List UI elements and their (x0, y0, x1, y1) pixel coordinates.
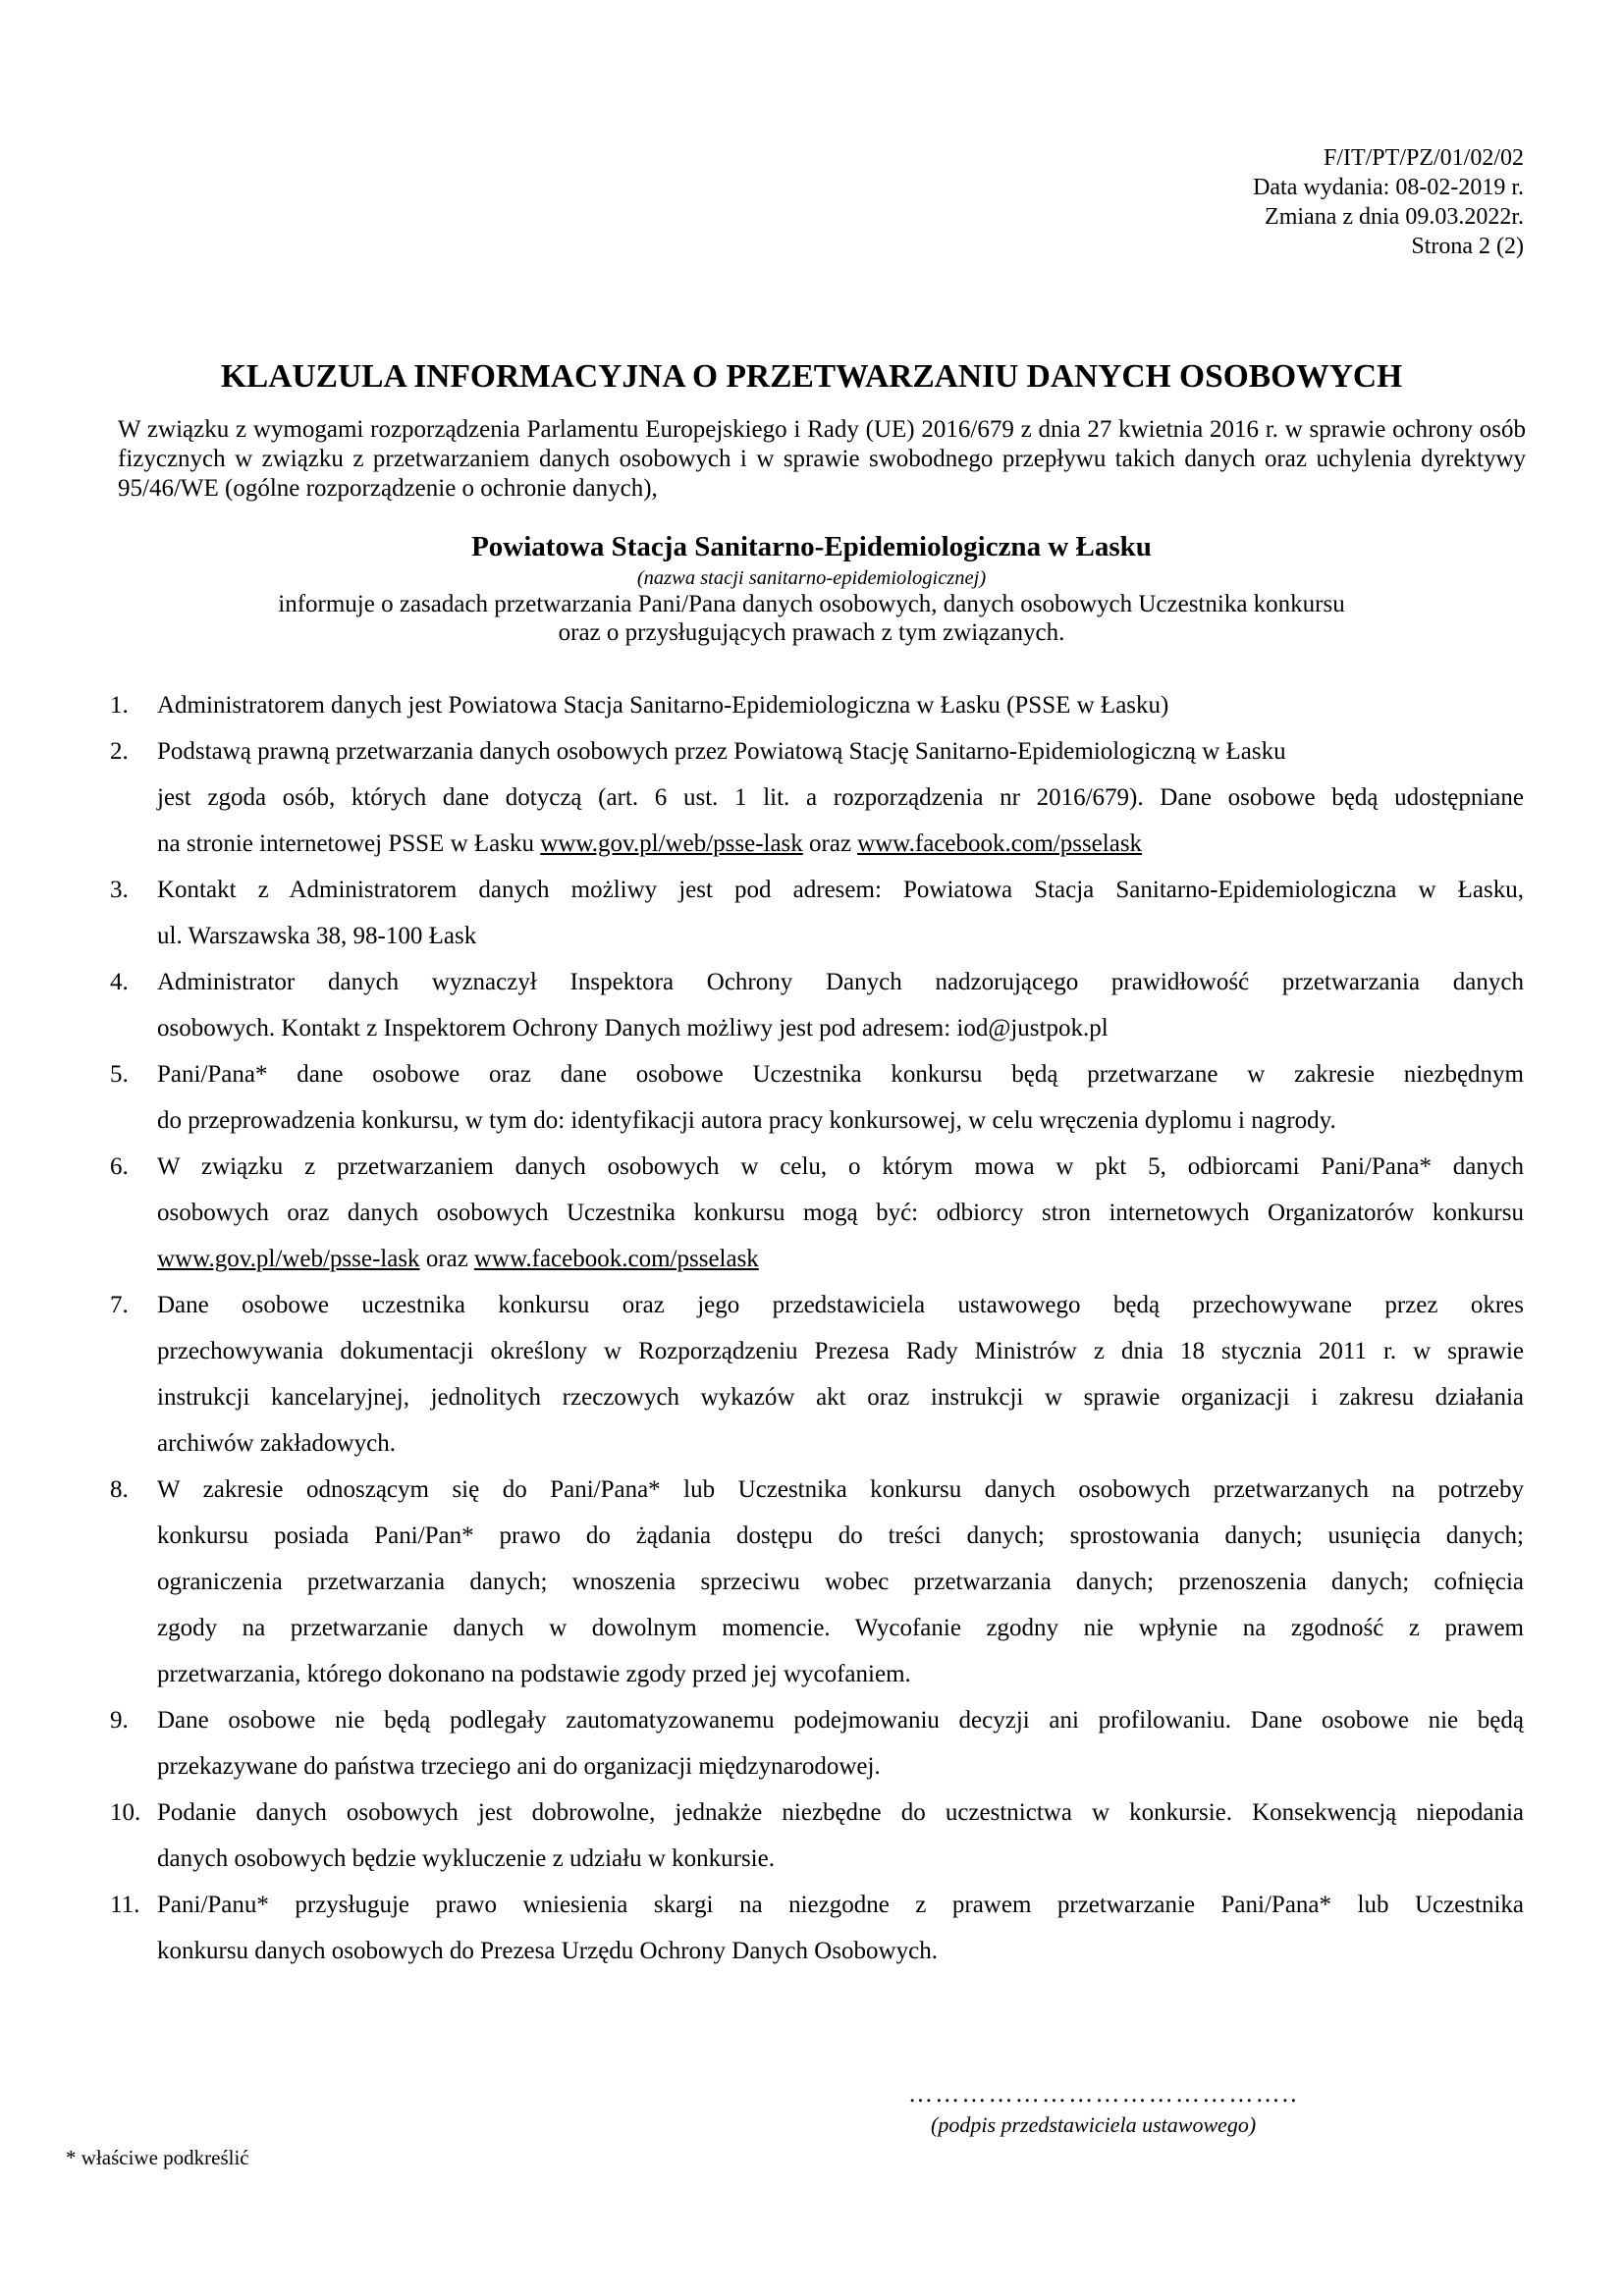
signature-line: …………………………………….. (908, 2081, 1299, 2108)
item-line: W zakresie odnoszącym się do Pani/Pana* lub Uczestnika konkursu danych osobowych przetwarzanych na potrzeby (157, 1476, 1524, 1503)
item-line: Kontakt z Administratorem danych możliwy jest pod adresem: Powiatowa Stacja Sanitarno-Epidemiologiczna w Łasku, (157, 877, 1524, 903)
organization-name: Powiatowa Stacja Sanitarno-Epidemiologiczna w Łasku (471, 531, 1152, 562)
clause-list (110, 682, 1524, 1974)
item-line: danych osobowych będzie wykluczenie z udziału w konkursie. (157, 1845, 775, 1872)
issue-date: Data wydania: 08-02-2019 r. (1253, 175, 1524, 200)
list-item (110, 1697, 1524, 1789)
item-line-with-links (157, 1236, 1524, 1282)
list-item (110, 867, 1524, 959)
item-number: 4. (110, 969, 129, 995)
item-line: Podanie danych osobowych jest dobrowolne, jednakże niezbędne do uczestnictwa w konkursie. Konsekwencją niepodania (157, 1799, 1524, 1826)
item-number: 3. (110, 877, 129, 903)
item-line: osobowych oraz danych osobowych Uczestnika konkursu mogą być: odbiorcy stron internetowych Organizatorów konkursu (157, 1200, 1524, 1226)
item-number: 11. (110, 1892, 140, 1918)
item-number: 8. (110, 1476, 129, 1503)
list-item (110, 1144, 1524, 1282)
item-line: Pani/Panu* przysługuje prawo wniesienia skargi na niezgodne z prawem przetwarzanie Pani/Pana* lub Uczestnika (157, 1892, 1524, 1918)
item-line: Administratorem danych jest Powiatowa Stacja Sanitarno-Epidemiologiczna w Łasku (PSSE w Łasku) (157, 692, 1169, 719)
item-line: ograniczenia przetwarzania danych; wnoszenia sprzeciwu wobec przetwarzania danych; przenoszenia danych; cofnięcia (157, 1569, 1524, 1595)
list-item (110, 1051, 1524, 1144)
item-line: jest zgoda osób, których dane dotyczą (art. 6 ust. 1 lit. a rozporządzenia nr 2016/679). Dane osobowe będą udostępniane (157, 784, 1524, 811)
document-code: F/IT/PT/PZ/01/02/02 (1323, 145, 1524, 171)
item-number: 5. (110, 1061, 129, 1088)
item-line: Podstawą prawną przetwarzania danych osobowych przez Powiatową Stację Sanitarno-Epidemiologiczną w Łasku (157, 738, 1286, 765)
organization-caption: (nazwa stacji sanitarno-epidemiologicznej) (636, 567, 987, 589)
gov-website-link[interactable]: www.gov.pl/web/psse-lask (540, 830, 803, 857)
list-item (110, 1467, 1524, 1697)
item-line: przetwarzania, którego dokonano na podstawie zgody przed jej wycofaniem. (157, 1661, 911, 1687)
list-item (110, 1882, 1524, 1974)
item-line: do przeprowadzenia konkursu, w tym do: identyfikacji autora pracy konkursowej, w celu wręczenia dyplomu i nagrody. (157, 1107, 1336, 1134)
signature-caption: (podpis przedstawiciela ustawowego) (931, 2112, 1257, 2137)
page-number: Strona 2 (2) (1411, 234, 1524, 259)
item-line: konkursu posiada Pani/Pan* prawo do żądania dostępu do treści danych; sprostowania danych; usunięcia danych; (157, 1522, 1524, 1549)
item-line: Dane osobowe nie będą podlegały zautomatyzowanemu podejmowaniu decyzji ani profilowaniu. Dane osobowe nie będą (157, 1707, 1524, 1734)
inform-line-2: oraz o przysługujących prawach z tym związanych. (558, 619, 1065, 646)
item-line: W związku z przetwarzaniem danych osobowych w celu, o którym mowa w pkt 5, odbiorcami Pani/Pana* danych (157, 1153, 1524, 1180)
item-line: Dane osobowe uczestnika konkursu oraz jego przedstawiciela ustawowego będą przechowywane przez okres (157, 1292, 1524, 1318)
item-line: zgody na przetwarzanie danych w dowolnym momencie. Wycofanie zgodny nie wpłynie na zgodność z prawem (157, 1615, 1524, 1641)
link-conjunction: oraz (425, 1246, 468, 1272)
item-number: 10. (110, 1799, 141, 1826)
item-line-with-links (157, 821, 1524, 867)
item-line: ul. Warszawska 38, 98-100 Łask (157, 923, 477, 949)
inform-line-1: informuje o zasadach przetwarzania Pani/Pana danych osobowych, danych osobowych Uczestnika konkursu (278, 591, 1345, 617)
item-line: instrukcji kancelaryjnej, jednolitych rzeczowych wykazów akt oraz instrukcji w sprawie organizacji i zakresu działania (157, 1384, 1524, 1411)
list-item (110, 1282, 1524, 1467)
item-line-text: na stronie internetowej PSSE w Łasku (157, 830, 541, 857)
item-line: Pani/Pana* dane osobowe oraz dane osobowe Uczestnika konkursu będą przetwarzane w zakresie niezbędnym (157, 1061, 1524, 1088)
footnote: * właściwe podkreślić (66, 2146, 249, 2169)
item-line: przechowywania dokumentacji określony w Rozporządzeniu Prezesa Rady Ministrów z dnia 18 stycznia 2011 r. w sprawie (157, 1338, 1524, 1364)
facebook-link[interactable]: www.facebook.com/psselask (473, 1246, 759, 1272)
item-line: Administrator danych wyznaczył Inspektora Ochrony Danych nadzorującego prawidłowość przetwarzania danych (157, 969, 1524, 995)
item-number: 6. (110, 1153, 129, 1180)
gov-website-link[interactable]: www.gov.pl/web/psse-lask (157, 1246, 420, 1272)
item-number: 7. (110, 1292, 129, 1318)
page-title: KLAUZULA INFORMACYJNA O PRZETWARZANIU DANYCH OSOBOWYCH (220, 358, 1403, 395)
list-item (110, 959, 1524, 1051)
change-date: Zmiana z dnia 09.03.2022r. (1265, 204, 1524, 230)
item-line: konkursu danych osobowych do Prezesa Urzędu Ochrony Danych Osobowych. (157, 1938, 938, 1964)
link-conjunction: oraz (809, 830, 852, 857)
intro-paragraph: W związku z wymogami rozporządzenia Parlamentu Europejskiego i Rady (UE) 2016/679 z dnia 27 kwietnia 2016 r. w sprawie ochrony osób fizycznych w związku z przetwarzaniem danych osobowych i w sprawie swobodnego przepływu takich danych oraz uchylenia dyrektywy 95/46/WE (ogólne rozporządzenie o ochronie danych), (118, 416, 1526, 502)
item-number: 2. (110, 738, 129, 765)
item-number: 1. (110, 692, 129, 719)
item-number: 9. (110, 1707, 129, 1734)
item-line: przekazywane do państwa trzeciego ani do organizacji międzynarodowej. (157, 1753, 881, 1780)
item-line: osobowych. Kontakt z Inspektorem Ochrony Danych możliwy jest pod adresem: iod@justpok.pl (157, 1015, 1109, 1041)
list-item (110, 728, 1524, 867)
list-item (110, 1789, 1524, 1882)
list-item (110, 682, 1524, 728)
item-line: archiwów zakładowych. (157, 1430, 396, 1457)
facebook-link[interactable]: www.facebook.com/psselask (857, 830, 1143, 857)
